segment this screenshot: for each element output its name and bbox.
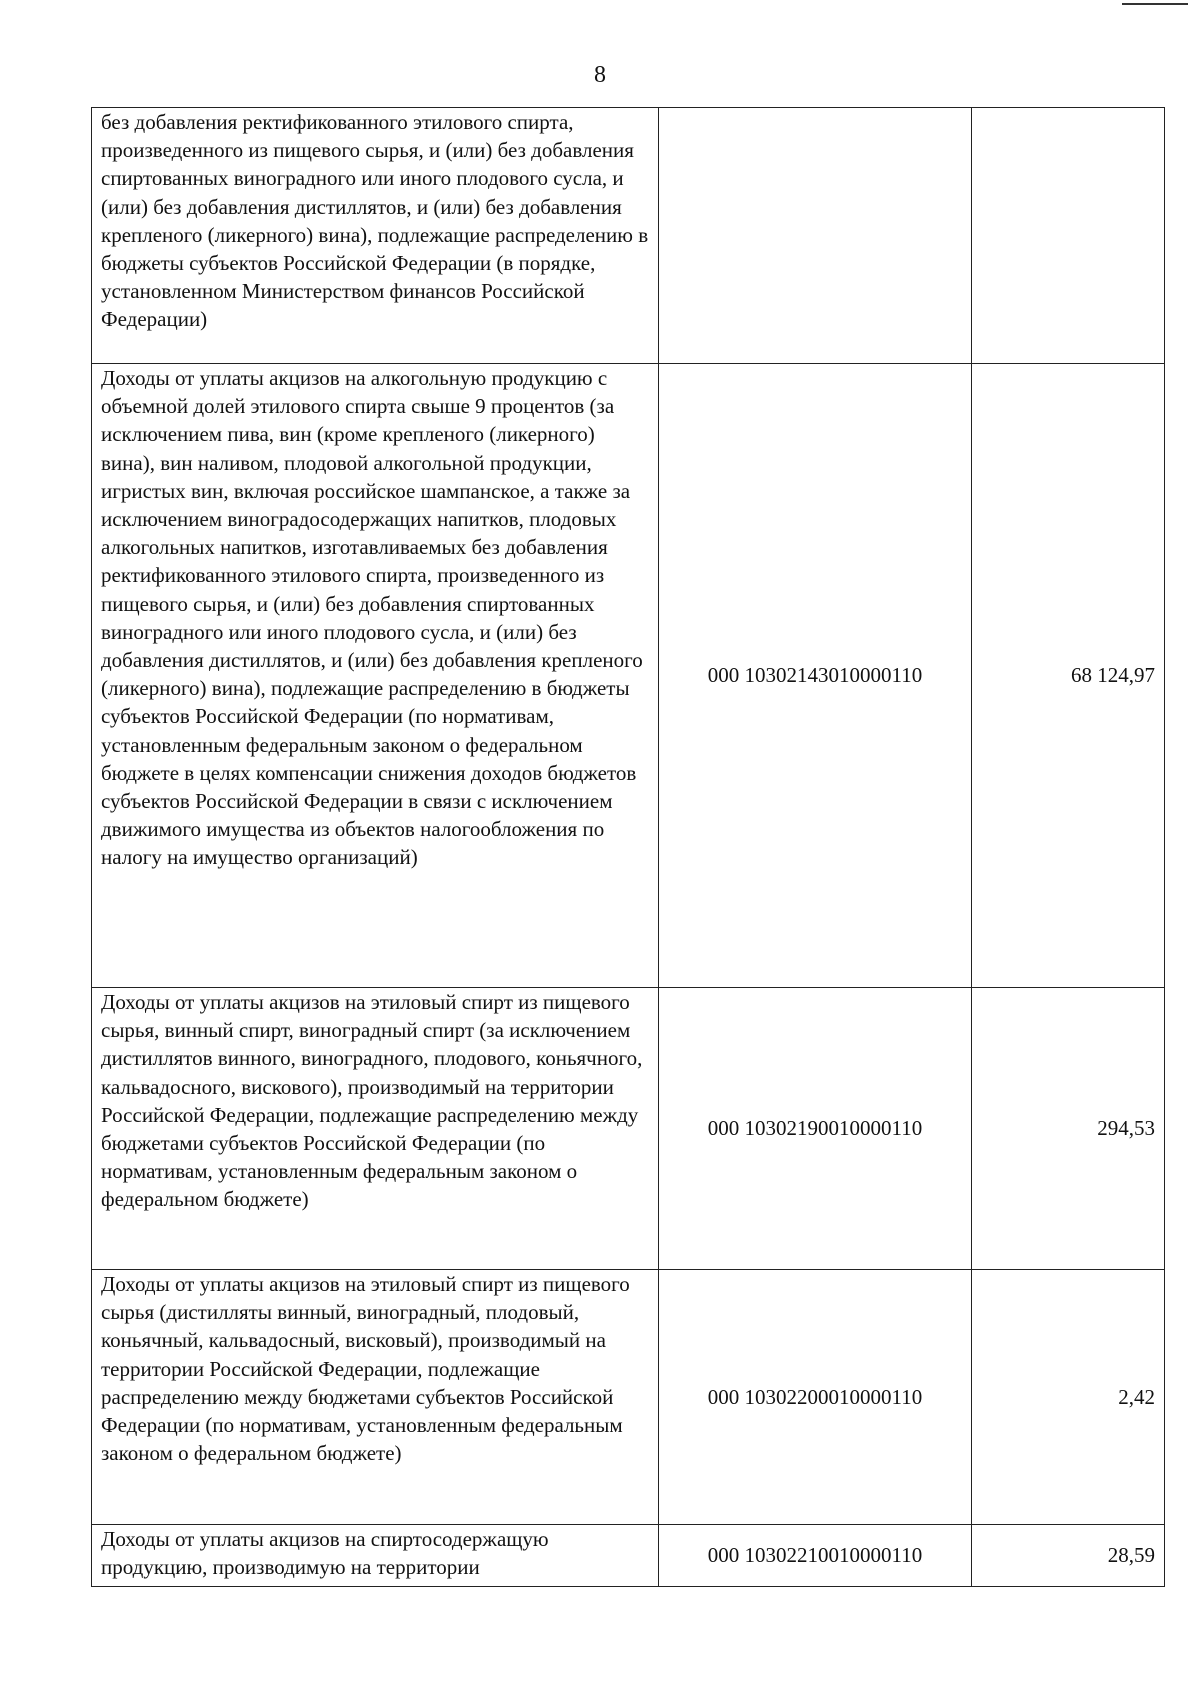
table-row [92, 364, 1165, 988]
table-row [92, 108, 1165, 364]
scan-corner-mark [1122, 3, 1188, 5]
row-code: 000 10302200010000110 [659, 1270, 972, 1525]
description-text: Доходы от уплаты акцизов на спиртосодержащую продукцию, производимую на территории [101, 1527, 549, 1580]
description-text: Доходы от уплаты акцизов на этиловый спирт из пищевого сырья (дистилляты винный, виноградный, плодовый, коньячный, кальвадосный, висковый), производимый на территории Российской Федерации, подлежащие распределению между бюджетами субъектов Российской Федерации (по нормативам, установленным федеральным законом о федеральном бюджете) [101, 1272, 630, 1466]
row-description [92, 108, 659, 364]
row-description [92, 1525, 659, 1587]
row-description [92, 988, 659, 1270]
row-description [92, 364, 659, 988]
row-amount: 28,59 [972, 1525, 1165, 1587]
row-description [92, 1270, 659, 1525]
revenue-table [91, 107, 1165, 1587]
row-code [659, 108, 972, 364]
row-code: 000 10302210010000110 [659, 1525, 972, 1587]
row-amount: 294,53 [972, 988, 1165, 1270]
page-number: 8 [594, 62, 606, 88]
row-code: 000 10302190010000110 [659, 988, 972, 1270]
table-row [92, 1270, 1165, 1525]
table-row [92, 988, 1165, 1270]
row-amount: 2,42 [972, 1270, 1165, 1525]
row-amount: 68 124,97 [972, 364, 1165, 988]
description-text: Доходы от уплаты акцизов на алкогольную продукцию с объемной долей этилового спирта свыше 9 процентов (за исключением пива, вин (кроме крепленого (ликерного) вина), вин наливом, плодовой алкогольной продукции, игристых вин, включая российское шампанское, а также за исключением виноградосодержащих напитков, плодовых алкогольных напитков, изготавливаемых без добавления ректификованного этилового спирта, произведенного из пищевого сырья, и (или) без добавления спиртованных виноградного или иного плодового сусла, и (или) без добавления дистиллятов, и (или) без добавления крепленого (ликерного) вина), подлежащие распределению в бюджеты субъектов Российской Федерации (по нормативам, установленным федеральным законом о федеральном бюджете в целях компенсации снижения доходов бюджетов субъектов Российской Федерации в связи с исключением движимого имущества из объектов налогообложения по налогу на имущество организаций) [101, 366, 643, 870]
row-code: 000 10302143010000110 [659, 364, 972, 988]
row-amount [972, 108, 1165, 364]
description-text: Доходы от уплаты акцизов на этиловый спирт из пищевого сырья, винный спирт, виноградный спирт (за исключением дистиллятов винного, виноградного, плодового, коньячного, кальвадосного, вискового), производимый на территории Российской Федерации, подлежащие распределению между бюджетами субъектов Российской Федерации (по нормативам, установленным федеральным законом о федеральном бюджете) [101, 990, 643, 1212]
description-text: без добавления ректификованного этилового спирта, произведенного из пищевого сырья, и (или) без добавления спиртованных виноградного или иного плодового сусла, и (или) без добавления дистиллятов, и (или) без добавления крепленого (ликерного) вина), подлежащие распределению в бюджеты субъектов Российской Федерации (в порядке, установленном Министерством финансов Российской Федерации) [101, 110, 649, 332]
table-row [92, 1525, 1165, 1587]
